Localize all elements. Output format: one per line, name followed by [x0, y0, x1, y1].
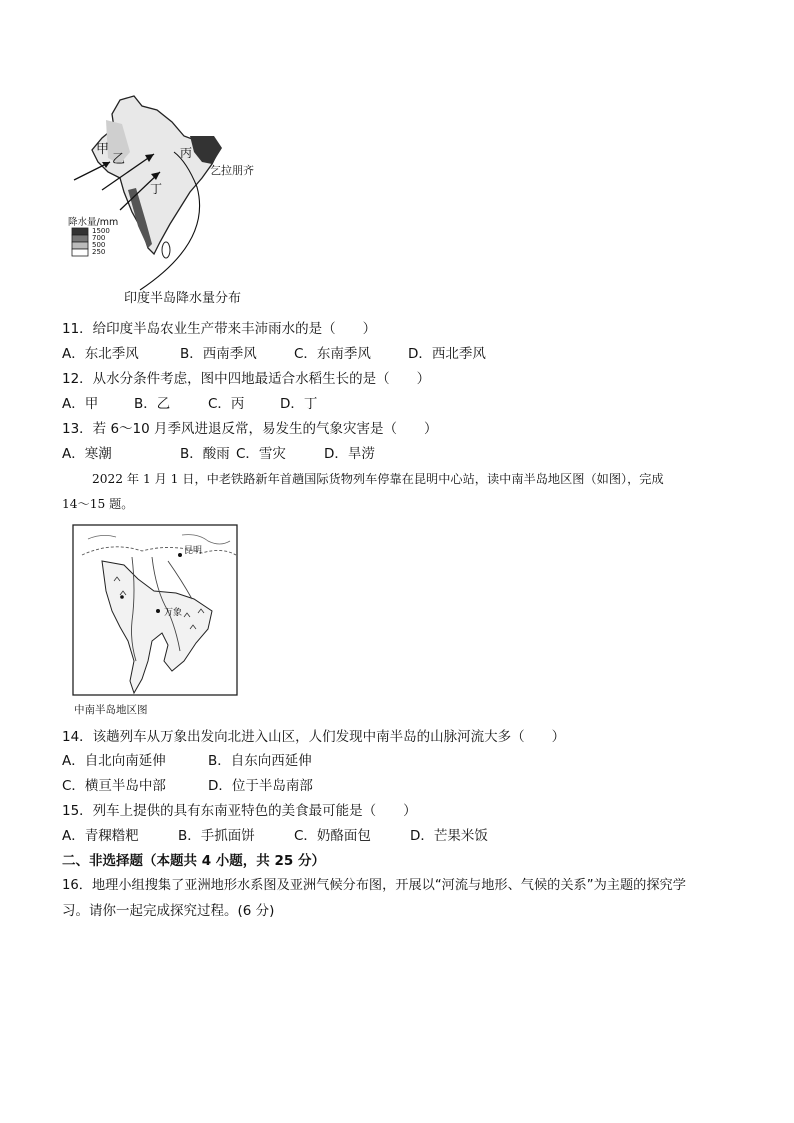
label-yi: 乙	[112, 152, 126, 167]
q12-option-b[interactable]: B．乙	[134, 396, 171, 412]
label-bing: 丙	[180, 146, 193, 160]
q11-option-b[interactable]: B．西南季风	[180, 346, 257, 362]
q15-option-d[interactable]: D．芒果米饭	[410, 828, 488, 844]
map-caption: 印度半岛降水量分布	[124, 291, 242, 306]
q12-options	[62, 395, 362, 413]
q11-option-a[interactable]: A．东北季风	[62, 346, 139, 362]
q15-option-c[interactable]: C．奶酪面包	[294, 828, 371, 844]
q13-option-a[interactable]: A．寒潮	[62, 446, 112, 462]
india-map-drawing	[62, 92, 292, 292]
passage-line-2: 14～15 题。	[62, 497, 134, 511]
q14-option-d[interactable]: D．位于半岛南部	[208, 778, 313, 794]
q11-option-d[interactable]: D．西北季风	[408, 346, 486, 362]
q14-option-c[interactable]: C．横亘半岛中部	[62, 778, 166, 794]
label-jia: 甲	[96, 142, 110, 157]
q14-options-row1	[62, 752, 362, 770]
q15-options	[62, 827, 562, 845]
q15-option-a[interactable]: A．青稞糌粑	[62, 828, 139, 844]
q12-stem: 12．从水分条件考虑，图中四地最适合水稻生长的是（ ）	[62, 371, 431, 387]
q13-stem: 13．若 6～10 月季风进退反常，易发生的气象灾害是（ ）	[62, 421, 438, 437]
q16-line-2: 习。请你一起完成探究过程。(6 分)	[62, 903, 275, 919]
q14-stem: 14．该趟列车从万象出发向北进入山区，人们发现中南半岛的山脉河流大多（ ）	[62, 729, 566, 745]
label-ding: 丁	[150, 182, 163, 196]
map2-caption: 中南半岛地区图	[74, 704, 148, 716]
q16-line-1: 16．地理小组搜集了亚洲地形水系图及亚洲气候分布图，开展以“河流与地形、气候的关系”为主题的探究学	[62, 878, 686, 893]
q15-option-b[interactable]: B．手抓面饼	[178, 828, 255, 844]
label-cherrapunji: 乞拉朋齐	[210, 164, 254, 177]
legend-value-2: 700	[92, 234, 106, 242]
q11-option-c[interactable]: C．东南季风	[294, 346, 371, 362]
q15-stem: 15．列车上提供的具有东南亚特色的美食最可能是（ ）	[62, 803, 417, 819]
legend-value-1: 1500	[92, 227, 110, 235]
q12-option-d[interactable]: D．丁	[280, 396, 318, 412]
q12-option-a[interactable]: A．甲	[62, 396, 99, 412]
section2-heading: 二、非选择题（本题共 4 小题，共 25 分）	[62, 853, 325, 869]
legend-value-3: 500	[92, 241, 106, 249]
q14-option-a[interactable]: A．自北向南延伸	[62, 753, 166, 769]
q11-stem: 11．给印度半岛农业生产带来丰沛雨水的是（ ）	[62, 321, 377, 337]
label-vientiane: 万象	[164, 608, 183, 618]
q12-option-c[interactable]: C．丙	[208, 396, 245, 412]
q13-option-d[interactable]: D．旱涝	[324, 446, 375, 462]
q13-option-b[interactable]: B．酸雨	[180, 446, 230, 462]
q13-options	[62, 445, 462, 463]
q11-options	[62, 345, 562, 363]
india-rainfall-map	[62, 92, 292, 307]
passage-line-1: 2022 年 1 月 1 日，中老铁路新年首趟国际货物列车停靠在昆明中心站，读中南半岛地区图（如图），完成	[92, 472, 664, 486]
legend-value-4: 250	[92, 248, 106, 256]
q14-option-b[interactable]: B．自东向西延伸	[208, 753, 312, 769]
q14-options-row2	[62, 777, 362, 795]
legend-title: 降水量/mm	[68, 217, 119, 228]
indochina-map-drawing	[72, 521, 242, 701]
label-kunming: 昆明	[184, 546, 203, 556]
indochina-map	[72, 521, 242, 721]
q13-option-c[interactable]: C．雪灾	[236, 446, 286, 462]
